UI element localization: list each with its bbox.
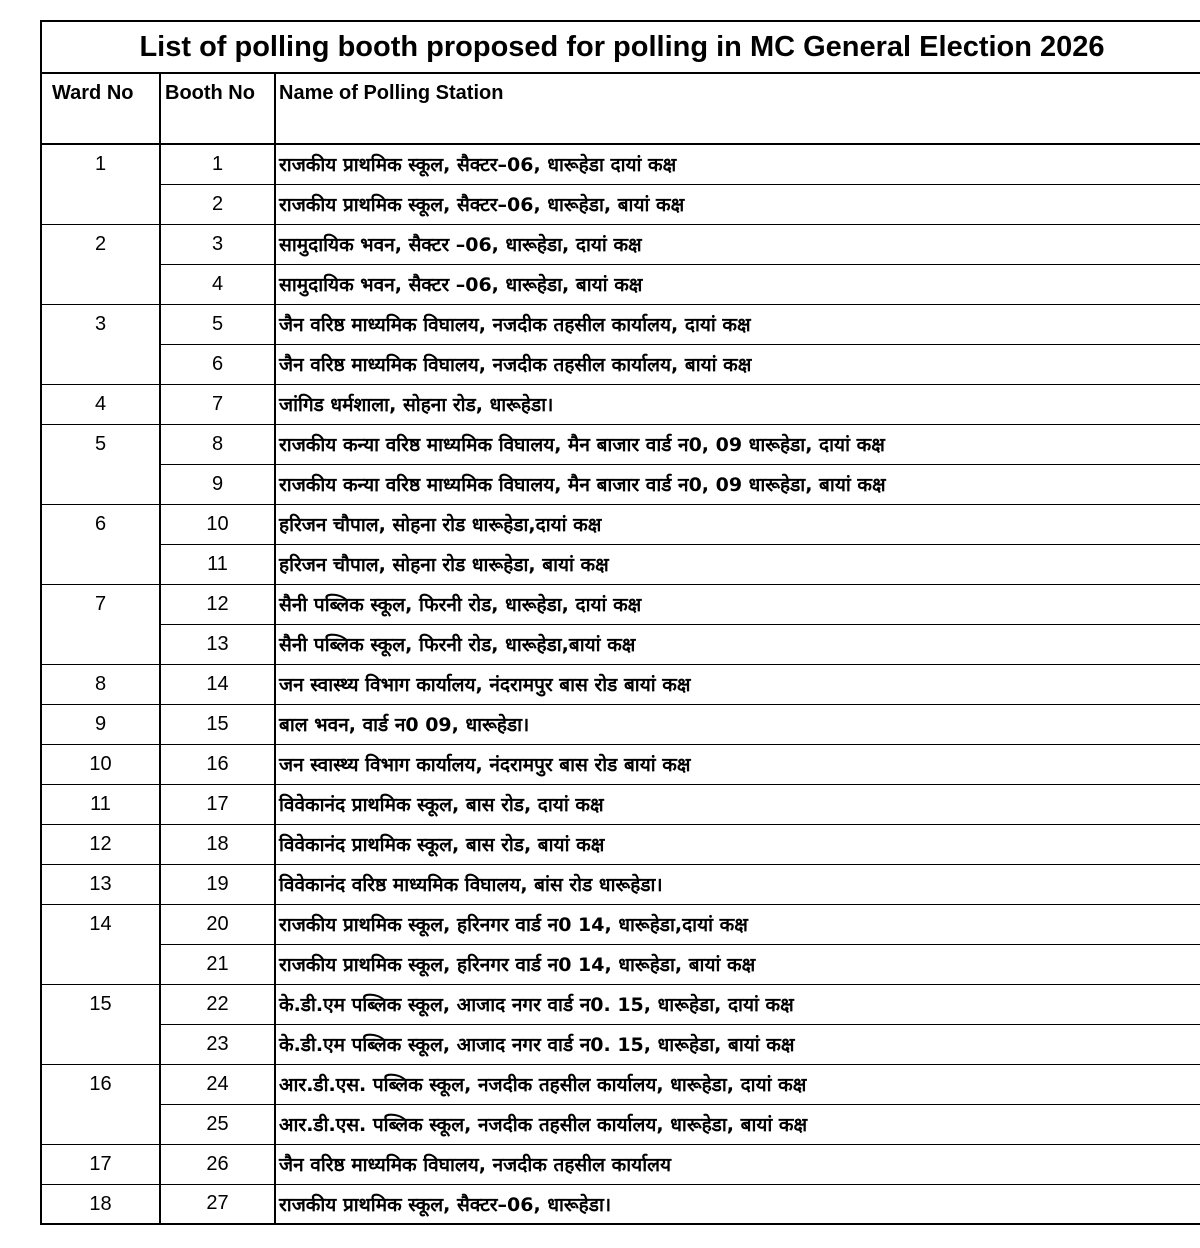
- booth-number: 19: [160, 864, 275, 904]
- polling-station-name: जैन वरिष्ठ माध्यमिक विघालय, नजदीक तहसील कार्यालय: [275, 1144, 1200, 1184]
- polling-table: [42, 74, 1200, 1225]
- table-row: [42, 824, 1200, 864]
- polling-station-name: राजकीय प्राथमिक स्कूल, हरिनगर वार्ड न0 14, धारूहेडा, बायां कक्ष: [275, 944, 1200, 984]
- polling-station-name: हरिजन चौपाल, सोहना रोड धारूहेडा,दायां कक्ष: [275, 504, 1200, 544]
- table-row: [42, 584, 1200, 624]
- table-row: [42, 304, 1200, 344]
- booth-number: 16: [160, 744, 275, 784]
- table-row: [42, 464, 1200, 504]
- header-ward-no: Ward No: [42, 74, 160, 144]
- table-row: [42, 1184, 1200, 1224]
- booth-number: 7: [160, 384, 275, 424]
- polling-station-name: सैनी पब्लिक स्कूल, फिरनी रोड, धारूहेडा, दायां कक्ष: [275, 584, 1200, 624]
- table-row: [42, 704, 1200, 744]
- header-row: [42, 74, 1200, 144]
- table-row: [42, 864, 1200, 904]
- ward-number: 10: [42, 744, 160, 784]
- polling-station-name: विवेकानंद प्राथमिक स्कूल, बास रोड, बायां कक्ष: [275, 824, 1200, 864]
- table-row: [42, 1064, 1200, 1104]
- polling-station-name: जन स्वास्थ्य विभाग कार्यालय, नंदरामपुर बास रोड बायां कक्ष: [275, 744, 1200, 784]
- table-row: [42, 984, 1200, 1024]
- booth-number: 11: [160, 544, 275, 584]
- polling-station-name: राजकीय कन्या वरिष्ठ माध्यमिक विघालय, मैन बाजार वार्ड न0, 09 धारूहेडा, बायां कक्ष: [275, 464, 1200, 504]
- header-booth-no: Booth No: [160, 74, 275, 144]
- booth-number: 2: [160, 184, 275, 224]
- table-row: [42, 424, 1200, 464]
- booth-number: 8: [160, 424, 275, 464]
- polling-station-name: बाल भवन, वार्ड न0 09, धारूहेडा।: [275, 704, 1200, 744]
- booth-number: 5: [160, 304, 275, 344]
- polling-station-name: राजकीय कन्या वरिष्ठ माध्यमिक विघालय, मैन बाजार वार्ड न0, 09 धारूहेडा, दायां कक्ष: [275, 424, 1200, 464]
- table-row: [42, 544, 1200, 584]
- booth-number: 21: [160, 944, 275, 984]
- ward-number: 8: [42, 664, 160, 704]
- table-row: [42, 904, 1200, 944]
- booth-number: 9: [160, 464, 275, 504]
- booth-number: 26: [160, 1144, 275, 1184]
- ward-number: 14: [42, 904, 160, 984]
- booth-number: 14: [160, 664, 275, 704]
- ward-number: 6: [42, 504, 160, 584]
- polling-station-name: राजकीय प्राथमिक स्कूल, हरिनगर वार्ड न0 14, धारूहेडा,दायां कक्ष: [275, 904, 1200, 944]
- table-row: [42, 384, 1200, 424]
- booth-number: 20: [160, 904, 275, 944]
- polling-station-name: के.डी.एम पब्लिक स्कूल, आजाद नगर वार्ड न0. 15, धारूहेडा, दायां कक्ष: [275, 984, 1200, 1024]
- polling-station-name: सामुदायिक भवन, सैक्टर –06, धारूहेडा, दायां कक्ष: [275, 224, 1200, 264]
- table-row: [42, 264, 1200, 304]
- polling-station-name: विवेकानंद प्राथमिक स्कूल, बास रोड, दायां कक्ष: [275, 784, 1200, 824]
- table-row: [42, 184, 1200, 224]
- ward-number: 12: [42, 824, 160, 864]
- polling-station-name: जैन वरिष्ठ माध्यमिक विघालय, नजदीक तहसील कार्यालय, बायां कक्ष: [275, 344, 1200, 384]
- booth-number: 1: [160, 144, 275, 184]
- polling-station-name: राजकीय प्राथमिक स्कूल, सैक्टर–06, धारूहेडा।: [275, 1184, 1200, 1224]
- table-row: [42, 504, 1200, 544]
- booth-number: 18: [160, 824, 275, 864]
- polling-station-name: के.डी.एम पब्लिक स्कूल, आजाद नगर वार्ड न0. 15, धारूहेडा, बायां कक्ष: [275, 1024, 1200, 1064]
- booth-number: 13: [160, 624, 275, 664]
- table-row: [42, 1024, 1200, 1064]
- booth-number: 6: [160, 344, 275, 384]
- ward-number: 18: [42, 1184, 160, 1224]
- table-row: [42, 1144, 1200, 1184]
- ward-number: 13: [42, 864, 160, 904]
- table-row: [42, 624, 1200, 664]
- table-row: [42, 744, 1200, 784]
- ward-number: 11: [42, 784, 160, 824]
- ward-number: 15: [42, 984, 160, 1064]
- header-polling-station: Name of Polling Station: [275, 74, 1200, 144]
- table-row: [42, 144, 1200, 184]
- booth-number: 10: [160, 504, 275, 544]
- ward-number: 17: [42, 1144, 160, 1184]
- table-row: [42, 944, 1200, 984]
- polling-station-name: जांगिड धर्मशाला, सोहना रोड, धारूहेडा।: [275, 384, 1200, 424]
- ward-number: 1: [42, 144, 160, 224]
- ward-number: 9: [42, 704, 160, 744]
- polling-station-name: सामुदायिक भवन, सैक्टर –06, धारूहेडा, बायां कक्ष: [275, 264, 1200, 304]
- ward-number: 7: [42, 584, 160, 664]
- ward-number: 4: [42, 384, 160, 424]
- booth-number: 15: [160, 704, 275, 744]
- booth-number: 27: [160, 1184, 275, 1224]
- booth-number: 4: [160, 264, 275, 304]
- booth-number: 23: [160, 1024, 275, 1064]
- table-row: [42, 664, 1200, 704]
- polling-station-name: जन स्वास्थ्य विभाग कार्यालय, नंदरामपुर बास रोड बायां कक्ष: [275, 664, 1200, 704]
- polling-station-name: राजकीय प्राथमिक स्कूल, सैक्टर–06, धारूहेडा दायां कक्ष: [275, 144, 1200, 184]
- polling-station-name: राजकीय प्राथमिक स्कूल, सैक्टर–06, धारूहेडा, बायां कक्ष: [275, 184, 1200, 224]
- polling-station-name: विवेकानंद वरिष्ठ माध्यमिक विघालय, बांस रोड धारूहेडा।: [275, 864, 1200, 904]
- polling-station-name: आर.डी.एस. पब्लिक स्कूल, नजदीक तहसील कार्यालय, धारूहेडा, दायां कक्ष: [275, 1064, 1200, 1104]
- polling-booth-list: [40, 20, 1200, 1225]
- ward-number: 16: [42, 1064, 160, 1144]
- document-title: List of polling booth proposed for polling in MC General Election 2026: [42, 22, 1200, 74]
- ward-number: 3: [42, 304, 160, 384]
- polling-station-name: हरिजन चौपाल, सोहना रोड धारूहेडा, बायां कक्ष: [275, 544, 1200, 584]
- table-row: [42, 344, 1200, 384]
- ward-number: 5: [42, 424, 160, 504]
- polling-station-name: जैन वरिष्ठ माध्यमिक विघालय, नजदीक तहसील कार्यालय, दायां कक्ष: [275, 304, 1200, 344]
- booth-number: 12: [160, 584, 275, 624]
- polling-station-name: सैनी पब्लिक स्कूल, फिरनी रोड, धारूहेडा,बायां कक्ष: [275, 624, 1200, 664]
- booth-number: 17: [160, 784, 275, 824]
- table-row: [42, 224, 1200, 264]
- ward-number: 2: [42, 224, 160, 304]
- booth-number: 3: [160, 224, 275, 264]
- polling-station-name: आर.डी.एस. पब्लिक स्कूल, नजदीक तहसील कार्यालय, धारूहेडा, बायां कक्ष: [275, 1104, 1200, 1144]
- table-row: [42, 1104, 1200, 1144]
- booth-number: 24: [160, 1064, 275, 1104]
- booth-number: 22: [160, 984, 275, 1024]
- table-row: [42, 784, 1200, 824]
- booth-number: 25: [160, 1104, 275, 1144]
